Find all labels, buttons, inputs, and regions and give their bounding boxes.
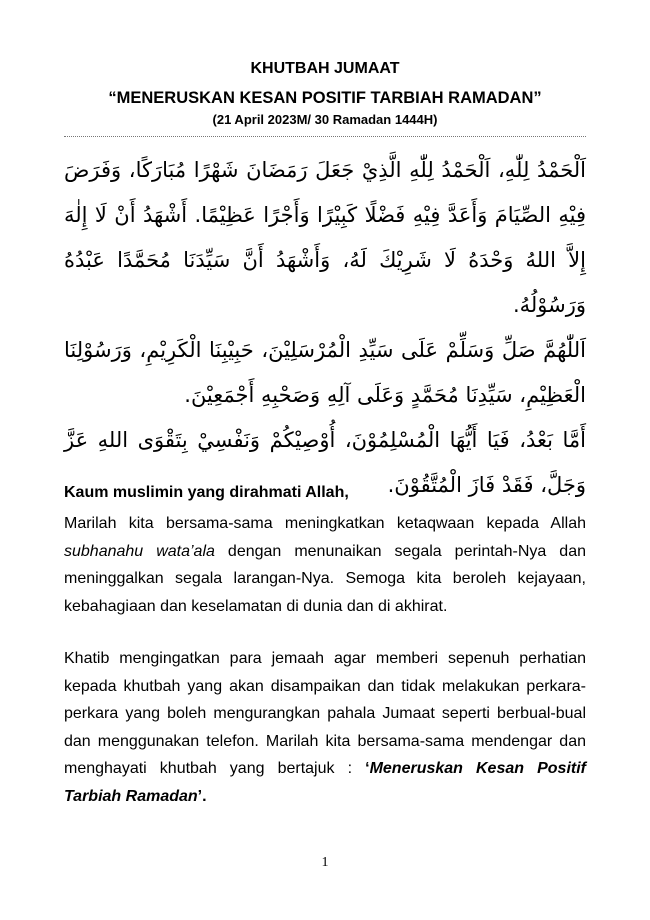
paragraph-taqwa: [64, 510, 586, 620]
document-title: KHUTBAH JUMAAT: [250, 60, 400, 77]
sermon-theme: “MENERUSKAN KESAN POSITIF TARBIAH RAMADAN”: [108, 89, 542, 107]
sermon-date: (21 April 2023M/ 30 Ramadan 1444H): [212, 112, 438, 127]
paragraph-taqwa-start: Marilah kita bersama-sama meningkatkan ketaqwaan kepada Allah: [64, 515, 586, 532]
salutation: Kaum muslimin yang dirahmati Allah,: [64, 484, 349, 501]
arabic-salawat-paragraph: اَللّٰهُمَّ صَلِّ وَسَلِّمْ عَلَى سَيِّدِ الْمُرْسَلِيْنَ، حَبِيْبِنَا الْكَرِيْمِ، وَرَسُوْلِنَا الْعَظِيْمِ، سَيِّدِنَا مُحَمَّدٍ وَعَلَى آلِهِ وَصَحْبِهِ أَجْمَعِيْنَ.: [64, 338, 586, 407]
arabic-praise-paragraph: اَلْحَمْدُ لِلّٰهِ، اَلْحَمْدُ لِلّٰهِ الَّذِيْ جَعَلَ رَمَضَانَ شَهْرًا مُبَارَكًا، وَفَرَضَ فِيْهِ الصِّيَامَ وَأَعَدَّ فِيْهِ فَضْلًا كَبِيْرًا وَأَجْرًا عَظِيْمًا. أَشْهَدُ أَنْ لَا إِلٰهَ إِلاَّ اللهُ وَحْدَهُ لَا شَرِيْكَ لَهُ، وَأَشْهَدُ أَنَّ سَيِّدَنَا مُحَمَّدًا عَبْدُهُ وَرَسُوْلُهُ.: [64, 158, 586, 317]
paragraph-taqwa-end: dengan menunaikan segala perintah-Nya dan meninggalkan segala larangan-Nya. Semoga kita beroleh kejayaan, kebahagiaan dan keselamatan di dunia dan di akhirat.: [64, 542, 586, 615]
sermon-title-close: ’.: [197, 787, 207, 805]
paragraph-reminder: [64, 645, 586, 810]
arabic-opening: [64, 148, 586, 508]
paragraph-reminder-text: Khatib mengingatkan para jemaah agar memberi sepenuh perhatian kepada khutbah yang akan disampaikan dan tidak melakukan perkara-perkara yang boleh mengurangkan pahala Jumaat seperti berbual-bual dan menggunakan telefon. Marilah kita bersama-sama mendengar dan menghayati khutbah yang bertajuk :: [64, 650, 586, 777]
page-number: 1: [321, 855, 329, 870]
header-divider: [64, 136, 586, 137]
arabic-amma-badu-paragraph: أَمَّا بَعْدُ، فَيَا أَيُّهَا الْمُسْلِمُوْنَ، أُوْصِيْكُمْ وَنَفْسِيْ بِتَقْوَى اللهِ عَزَّ وَجَلَّ، فَقَدْ فَازَ الْمُتَّقُوْنَ.: [64, 428, 586, 497]
paragraph-taqwa-italic: subhanahu wata’ala: [64, 542, 215, 560]
sermon-title-open-quote: ‘: [365, 760, 370, 777]
sermon-title: Meneruskan Kesan Positif Tarbiah Ramadan: [64, 760, 586, 805]
